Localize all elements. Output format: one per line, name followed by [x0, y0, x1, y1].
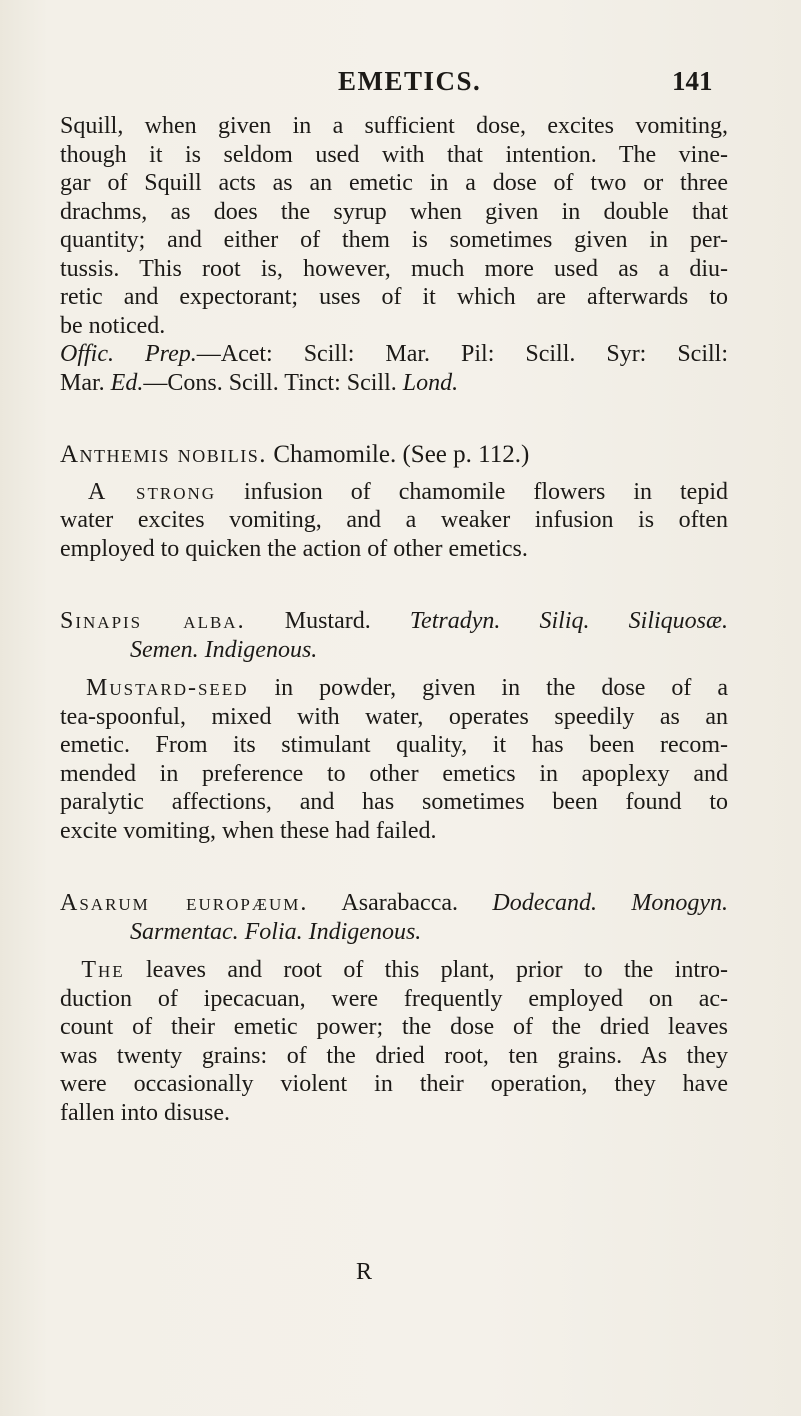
common-name: Chamomile. (See p. 112.) [267, 441, 530, 468]
paragraph-line: fallen into disuse. [60, 1099, 230, 1126]
lead-word: A strong [88, 478, 217, 505]
sinapis-section [60, 607, 728, 845]
section-heading-continued: Sarmentac. Folia. Indigenous. [130, 918, 422, 945]
edinburgh-abbrev: Ed. [110, 369, 144, 396]
paragraph-line: be noticed. [60, 312, 166, 339]
officinal-text: Mar. [60, 369, 111, 396]
paragraph-line: gar of Squill acts as an emetic in a dose of two or three [60, 170, 728, 196]
paragraph-line: retic and expectorant; uses of it which are afterwards to [60, 284, 728, 310]
species-name: Anthemis nobilis. [60, 441, 268, 468]
paragraph-line: water excites vomiting, and a weaker infusion is often [60, 507, 728, 533]
species-name: Sinapis alba. [60, 608, 246, 634]
officinal-line [60, 369, 728, 398]
paragraph-line: paralytic affections, and has sometimes been found to [60, 789, 728, 815]
classification: Tetradyn. Siliq. Siliquosæ. [409, 608, 729, 634]
officinal-text: —Acet: Scill: Mar. Pil: Scill. Syr: Scill: [196, 341, 729, 367]
asarum-section [60, 889, 728, 1127]
section-heading [60, 441, 728, 470]
section-heading [60, 607, 728, 636]
common-name: Asarabacca. [308, 890, 493, 916]
officinal-line [60, 340, 728, 369]
paragraph-line: employed to quicken the action of other emetics. [60, 535, 528, 562]
paragraph-line: was twenty grains: of the dried root, ten grains. As they [60, 1042, 728, 1069]
lead-word: The [81, 957, 125, 983]
page-body [60, 112, 728, 1127]
paragraph-line: quantity; and either of them is sometimes given in per- [60, 227, 728, 253]
squill-paragraph [60, 112, 728, 340]
lead-word: Mustard-seed [86, 675, 249, 701]
paragraph-line: The leaves and root of this plant, prior to the intro- [81, 957, 728, 983]
section-heading-continued: Semen. Indigenous. [130, 636, 318, 663]
anthemis-section [60, 441, 728, 563]
paragraph-line: tea-spoonful, mixed with water, operates speedily as an [60, 703, 728, 730]
paragraph-line: mended in preference to other emetics in apoplexy and [60, 760, 728, 787]
officinal-text: —Cons. Scill. Tinct: Scill. [143, 369, 403, 396]
paragraph-line: Squill, when given in a sufficient dose, excites vomiting, [60, 113, 728, 139]
paragraph-line: duction of ipecacuan, were frequently employed on ac- [60, 985, 728, 1012]
paragraph-line: A strong infusion of chamomile flowers in tepid [88, 478, 729, 505]
running-head: EMETICS. [338, 66, 482, 96]
paragraph-line: drachms, as does the syrup when given in double that [60, 198, 728, 225]
paragraph-line: Mustard-seed in powder, given in the dose of a [86, 675, 729, 701]
species-name: Asarum europæum. [60, 890, 309, 916]
page-header [0, 66, 801, 106]
officinal-label: Offic. Prep. [60, 341, 197, 367]
common-name: Mustard. [245, 608, 410, 634]
section-heading [60, 889, 728, 918]
signature-mark: R [356, 1259, 373, 1285]
london-abbrev: Lond. [402, 369, 459, 396]
paragraph-line: emetic. From its stimulant quality, it has been recom- [60, 732, 728, 758]
paragraph-line: though it is seldom used with that intention. The vine- [60, 141, 728, 168]
paragraph-line: excite vomiting, when these had failed. [60, 817, 437, 844]
classification: Dodecand. Monogyn. [492, 890, 728, 916]
paragraph-line: count of their emetic power; the dose of the dried leaves [60, 1014, 728, 1040]
page-number: 141 [672, 66, 713, 96]
paragraph-line: were occasionally violent in their operation, they have [60, 1071, 728, 1097]
officinal-preparations [60, 340, 728, 397]
paragraph-line: tussis. This root is, however, much more used as a diu- [60, 255, 728, 282]
